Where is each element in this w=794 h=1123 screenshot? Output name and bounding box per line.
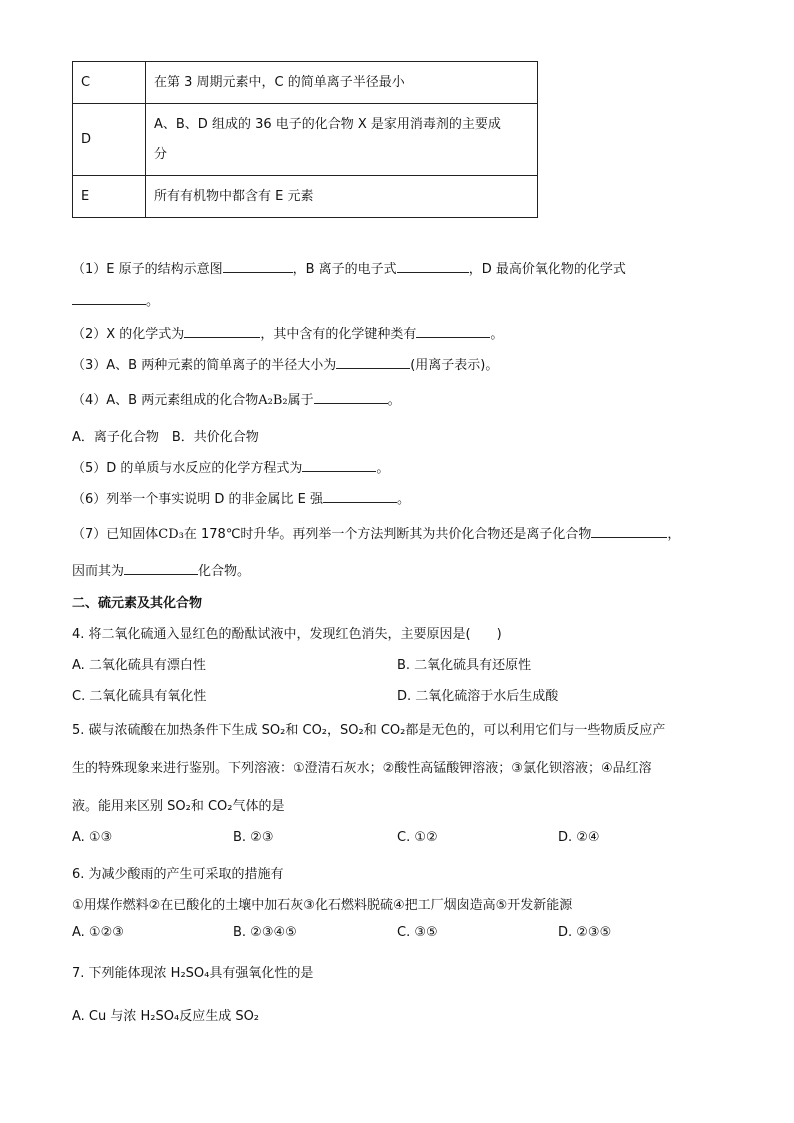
question-text: （6）列举一个事实说明 D 的非金属比 E 强 <box>72 492 324 507</box>
option-d[interactable]: D. ②④ <box>558 830 600 845</box>
question-5 <box>72 457 389 476</box>
table-desc-cell: 在第 3 周期元素中，C 的简单离子半径最小 <box>146 62 538 104</box>
option-b[interactable]: B. 二氧化硫具有还原性 <box>397 658 532 673</box>
desc-line: 分 <box>154 146 168 162</box>
table-desc-cell <box>146 104 538 176</box>
answer-blank[interactable] <box>184 325 260 338</box>
answer-blank[interactable] <box>416 325 490 338</box>
formula: CD₃ <box>158 527 184 542</box>
mc-question-5-line: 生的特殊现象来进行鉴别。下列溶液：①澄清石灰水；②酸性高锰酸钾溶液；③氯化钡溶液；④品红溶 <box>72 761 652 776</box>
answer-blank[interactable] <box>302 459 376 472</box>
question-4 <box>72 389 401 408</box>
mc-question-4: 4. 将二氧化硫通入显红色的酚酞试液中，发现红色消失，主要原因是( ) <box>72 627 502 642</box>
question-6 <box>72 488 410 507</box>
option-a[interactable]: A. Cu 与浓 H₂SO₄反应生成 SO₂ <box>72 1009 260 1024</box>
question-text: ，其中含有的化学键种类有 <box>260 327 417 342</box>
option-a[interactable]: A. 二氧化硫具有漂白性 <box>72 658 206 673</box>
question-text: （4）A、B 两元素组成的化合物 <box>72 393 259 408</box>
table-key-cell: E <box>73 176 146 218</box>
question-text: 化合物。 <box>198 564 251 579</box>
table-row <box>73 62 538 104</box>
question-7 <box>72 523 680 542</box>
answer-blank[interactable] <box>314 391 388 404</box>
option-b[interactable]: B. ②③④⑤ <box>233 925 297 940</box>
option-a[interactable]: A. ①③ <box>72 830 113 845</box>
option-a[interactable]: A. ①②③ <box>72 925 124 940</box>
mc-question-7: 7. 下列能体现浓 H₂SO₄具有强氧化性的是 <box>72 966 314 981</box>
question-text: (用离子表示)。 <box>410 358 499 373</box>
question-text: 。 <box>490 327 504 342</box>
question-text: 属于 <box>287 393 314 408</box>
mc-question-6: 6. 为减少酸雨的产生可采取的措施有 <box>72 867 284 882</box>
option-c[interactable]: C. ③⑤ <box>397 925 438 940</box>
question-2 <box>72 323 503 342</box>
answer-blank[interactable] <box>124 562 198 575</box>
question-text: （3）A、B 两种元素的简单离子的半径大小为 <box>72 358 337 373</box>
question-text: （5）D 的单质与水反应的化学方程式为 <box>72 461 303 476</box>
mc-question-5-line: 5. 碳与浓硫酸在加热条件下生成 SO₂和 CO₂，SO₂和 CO₂都是无色的，可以利用它们与一些物质反应产 <box>72 723 666 738</box>
option-c[interactable]: C. ①② <box>397 830 438 845</box>
option-d[interactable]: D. ②③⑤ <box>558 925 612 940</box>
table-row <box>73 176 538 218</box>
section-heading: 二、硫元素及其化合物 <box>72 596 203 611</box>
mc-question-6-items: ①用煤作燃料②在已酸化的土壤中加石灰③化石燃料脱硫④把工厂烟囱造高⑤开发新能源 <box>72 898 573 913</box>
option-b[interactable]: B. ②③ <box>233 830 274 845</box>
question-text: 在 178℃时升华。再列举一个方法判断其为共价化合物还是离子化合物 <box>183 527 592 542</box>
question-text: ，B 离子的电子式 <box>292 262 397 277</box>
question-text: 。 <box>387 393 401 408</box>
answer-blank[interactable] <box>336 356 410 369</box>
table-desc-cell: 所有有机物中都含有 E 元素 <box>146 176 538 218</box>
question-1 <box>72 258 626 277</box>
question-1-cont <box>72 290 159 309</box>
answer-blank[interactable] <box>323 490 397 503</box>
question-text: （7）已知固体 <box>72 527 159 542</box>
question-text: ，D 最高价氧化物的化学式 <box>468 262 626 277</box>
desc-line: A、B、D 组成的 36 电子的化合物 X 是家用消毒剂的主要成 <box>154 116 501 132</box>
element-info-table <box>72 61 538 218</box>
option-d[interactable]: D. 二氧化硫溶于水后生成酸 <box>397 689 559 704</box>
question-4-options: A．离子化合物 B．共价化合物 <box>72 430 259 445</box>
question-text: 。 <box>376 461 390 476</box>
question-text: 。 <box>397 492 411 507</box>
answer-blank[interactable] <box>223 260 293 273</box>
answer-blank[interactable] <box>72 292 146 305</box>
mc-question-5-line: 液。能用来区别 SO₂和 CO₂气体的是 <box>72 799 285 814</box>
question-7-cont <box>72 560 250 579</box>
question-3 <box>72 354 498 373</box>
table-key-cell: D <box>73 104 146 176</box>
table-key-cell: C <box>73 62 146 104</box>
question-text: （2）X 的化学式为 <box>72 327 185 342</box>
table-row <box>73 104 538 176</box>
answer-blank[interactable] <box>397 260 469 273</box>
question-text: 因而其为 <box>72 564 125 579</box>
question-text: ， <box>667 527 681 542</box>
option-c[interactable]: C. 二氧化硫具有氧化性 <box>72 689 207 704</box>
question-text: （1）E 原子的结构示意图 <box>72 262 223 277</box>
question-text: 。 <box>146 294 160 309</box>
formula: A₂B₂ <box>258 393 288 408</box>
answer-blank[interactable] <box>591 525 667 538</box>
